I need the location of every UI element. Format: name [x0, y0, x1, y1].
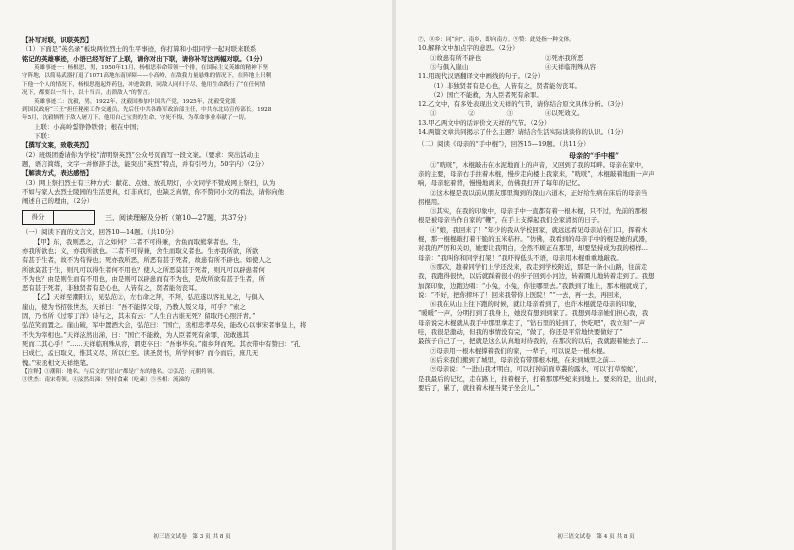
text-line: 加深印象，边跑边唱：“小兔，小兔，你往哪里去。”我跌到了地上，那木棍就成了，: [418, 281, 652, 290]
text-line: “暖暖”一声，分明打到了我身上，她没有想到到家了。我想到母亲她们担心我，我: [418, 309, 649, 318]
text-line: 亦我所欲也；义，亦我所欲也。二者不可得兼，舍生而取义者也。生亦我所欲，所欲: [22, 247, 259, 255]
page-footer: 初三语文试卷 第 3 页 共 8 页: [153, 534, 231, 540]
score-blank[interactable]: [54, 211, 94, 224]
text-line: 【注释】①潮阳：地名，与后文的“崖山”都是广东的地名。②弘范：元朝将领。: [22, 368, 218, 375]
text-line: 14.两篇文章共同揭示了什么主题？请结合生活实际谈谈你的认识。（1分）: [418, 128, 628, 137]
text-line: 所欲莫甚于生，则凡可以得生者何不用也？使人之所恶莫甚于死者，则凡可以辟患者何: [22, 265, 265, 274]
section-header: [22, 210, 374, 225]
page-3: [0, 0, 384, 550]
reading-2-heading: （二）阅读《母亲的“手中棍”》，回答15—19题。（共11分）: [418, 140, 590, 149]
text-line: 死而二其心乎！”……天祥临刑殊从容，谓吏卒曰：“吾事毕矣。”南乡拜而死。其衣带中有赞曰：“孔: [22, 339, 301, 348]
text-line: 到国民政府“三王”担任秘密工作交通员，先后任中共各路军政治部主任，中共东北局宣传部长。1928: [22, 106, 272, 113]
score-label: 得分: [23, 211, 54, 224]
text-line: 对我的严厉和关切，她要让我明白，全然不顾正在那里，却要坚持成为我的榜样…: [418, 244, 649, 253]
page-divider: [392, 0, 396, 550]
reading-passage-1: [22, 228, 374, 384]
text-line: 根是被母亲当作自家的“鞭”，在手上支撑起我们全家清贫的日子。: [418, 216, 604, 225]
text-line: （2）国亡不能救，为人臣者死有余罪。: [430, 90, 543, 99]
text-line: ①“咣咣”，木棍敲击在水泥地面上的声音，又回到了我的耳畔。母亲在家中，: [430, 160, 648, 169]
text-line: 弘范笑而置之。崖山破，军中置酒大会，弘范曰：“国亡，丞相忠孝尽矣，能改心以事宋者事皇上，将: [22, 321, 307, 330]
text-line: 下他一个人的情况下，杨根思抱起炸药包，冲进敌群，同敌人同归于尽，他用生命践行了“在任何情: [22, 81, 266, 88]
text-line: 最孩子自己了一，把就是这么认真地对待我的，在那次的以后，我就跟着她去了…: [418, 337, 649, 346]
text-line: 母亲说完木棍就从我手中那里拿走了，“钻石里的娃到了，快吃吧”，我立刻“一声: [418, 318, 646, 327]
text-line: 说：“不好，把你摔坏了！回来我带你上医院！”“一去，再一去，再回来，: [418, 290, 626, 299]
text-line: ⑦，⑧乡：同“向”。南乡，即向南方。⑨赞：此处指一种文体。: [418, 37, 575, 43]
text-line: ③与俱入崖山 ④天祥临刑殊从容: [430, 63, 597, 71]
section-title: 三、阅读理解及分析（第10—27题，共37分）: [105, 213, 251, 222]
text-line: ⑧后来我们搬到了城里，母亲没有带那根木棍，在来到城里之前…: [430, 355, 616, 364]
text-line: 拐棍用。: [418, 197, 444, 206]
text-line: 13.甲乙两文中的话评价文天祥的气节。（2分）: [418, 118, 551, 127]
text-line: 亲的主要，母亲右手拄着木棍，慢步走向楼上我家来，“咣咣”，木棍敲着地面一声声: [418, 169, 655, 178]
text-line: 我，我跑得很快，以后就踩着很小的步子回到小河边，转着圈儿地转着走到了。我想: [418, 272, 655, 281]
text-line: 哇，我很是激动，但我的事情没有完，“做了，你还是平常地快要做好了”: [418, 328, 623, 337]
text-line: 英雄事迹二：沈毅，男，1922年，沈毅国参加中国共产党，1925年，沈毅受党派: [34, 98, 236, 105]
text-line: 守阵地，以简易武器打退了1071高地东南屏障——小高岭，在敌我力量悬殊的情况下，在阵地上只剩: [22, 73, 272, 80]
text-line: ① ② ③ ④以死效义。: [430, 109, 584, 118]
text-line: 不失为宰相也。”天祥泫然出涕，曰：“国亡不能救，为人臣者死有余罪，况敢逃其: [22, 330, 250, 339]
score-box: [22, 210, 95, 225]
text-line: 下联：: [34, 132, 54, 141]
text-line: 母亲：“我叫你和同学打架！”我吓得低头不语，母亲用木棍重重地敲我。: [418, 253, 623, 262]
text-line: ⑤那次，趁着同学们上学还没来，我走到学校附近，那是一条小山路，往前走: [430, 262, 648, 271]
text-line: 题，语言简练，文字一并修辞手法，能突出“英烈”特点，并有引号力，50字内）（2分）: [22, 159, 268, 168]
text-line: 棍，那一棍棍敲打着干脆的玉米秸秆。“仿佛，我看到的母亲手中的棍是她的武器，: [418, 235, 652, 244]
text-line: 不为也？由是则生而有不用也，由是则可以辟患而有不为也，是故所欲有甚于生者，所: [22, 274, 265, 283]
text-line: 12.乙文中，有多处表现出文天祥的气节，请你结合原文具体分析。（3分）: [418, 100, 628, 109]
text-line: ①故患有所不辟也 ②死亦我所恶: [430, 53, 584, 62]
text-line: 崖山，使为书招张世杰，天祥曰：“吾不能捍父母，乃教人叛父母，可乎？”索之: [22, 302, 246, 311]
text-line: ③世杰：南宋将领。④泫然出涕：坚持食素（吃素）⑤丞相：流涕的: [22, 377, 190, 384]
text-line: （1）非独贤者有是心也，人皆有之，贤者能勿丧耳。: [430, 81, 582, 90]
text-line: 【解读方式，表达感悟】: [22, 169, 93, 178]
text-line: 愧。”宋丞相文天祥绝笔。: [22, 358, 93, 367]
text-line: 是我最后的记忆，走在路上，拄着棍子，打着那那些蛇来到地上。要来的是，出山时，: [418, 374, 661, 383]
article-body: [418, 161, 770, 393]
text-line: （2）班级团委请你为学校“清明祭英烈”公众号页面写一段文案。（要求：突出活动主: [22, 150, 260, 159]
text-line: 年5月，沈毅牺牲于敌人屠刀下，他用自己宝贵的生命，守死不悔，为革命事业奉献了一切。: [22, 115, 250, 122]
text-line: 【补写对联，识联英烈】: [22, 36, 93, 44]
text-line: 况下，都要以一当十，以十当百，击溃敌人”的誓言。: [22, 90, 154, 97]
text-line: （一）阅读下面的文言文，回答10—14题。（共10分）: [22, 228, 178, 237]
left-text-block: [22, 36, 374, 206]
text-line: 有甚于生者，故不为苟得也；死亦我所恶，所恶有甚于死者，故患有所不辟也。如使人之: [22, 256, 272, 265]
text-line: 11.用现代汉语翻译文中画线的句子。（2分）: [418, 72, 545, 81]
text-line: 英雄事迹一：杨根思，男，1950年11月，杨根思奉命带领一个排，在国际主义英雄的精神下坚: [34, 64, 268, 71]
text-line: 上联：小高岭誓铮铮铁骨；根在中国；: [34, 122, 143, 131]
text-line: 阐述自己的理由，（2分）: [22, 197, 94, 206]
text-line: ③其实，在我的印象中，母亲手中一直都有着一根木棍，只不过，先前的那根: [430, 207, 648, 216]
text-line: 曰成仁，孟曰取义，惟其义尽，所以仁至。读圣贤书，所学何事？而今而后，庶几无: [22, 349, 259, 358]
text-line: ④“娘，我回来了！”年少的我从学校回家，就远远看见母亲站在门口，挥着木: [430, 225, 648, 234]
text-line: 10.解释文中加点字的意思。（2分）: [418, 44, 519, 53]
text-line: 恶有甚于死者，非独贤者有是心也，人皆有之，贤者能勿丧耳。: [22, 284, 201, 293]
page-4: [404, 0, 788, 550]
questions-block: [418, 36, 770, 137]
text-line: ⑥我在从山上往下跑的时候，就让母亲看到了，也许木棍就是母亲的印象，: [430, 300, 641, 309]
text-line: 【乙】天祥至潮阳①，见弘范②，左右命之拜，不拜，弘范遂以客礼见之，与俱入: [34, 293, 265, 302]
text-line: 不如与家人去烈士陵园的生活更真，灯非真灯，也缺乏真情，你不赞同小文的看法，请你向他: [22, 187, 285, 196]
text-line: 【甲】东，我则恶之，言之如何？二者不可得兼，舍鱼而取熊掌者也。生，: [34, 237, 245, 246]
page-footer: 初三语文试卷 第 4 页 共 8 页: [557, 534, 635, 540]
text-line: ②这木棍是我以前从朋友那里淘到的深山六道木，正好给生病在床后的母亲当: [430, 188, 648, 197]
text-line: 铭记的英雄事迹，小语已经写好了上联，请你对出下联，请你补写这两幅对联。（1分）: [22, 54, 267, 63]
text-line: ⑦母亲用一根木棍撑着我们的家，一辈子，可以说是一根木棍。: [430, 346, 609, 355]
text-line: 要后了，累了，就拄着木棍当凳子坐会儿。”: [418, 383, 540, 392]
text-line: 【撰写文案，致敬英烈】: [22, 141, 93, 150]
text-line: 响，母亲驼着背，慢慢地离来，仿佛我打开了每年的记忆。: [418, 179, 585, 188]
text-line: （1）下面是“英名录”板块两位烈士的生平事迹，你打算和小组同学一起对联来联系: [22, 45, 257, 54]
text-line: 固，乃书所《过零丁洋》诗与之，其末有云：“人生自古谁无死？留取丹心照汗青。”: [22, 312, 256, 321]
text-line: ⑨母亲说：“一进山我才明白，可以打掉前面草叢的露水，可以‘打草惊蛇’，: [430, 365, 642, 374]
article-title: 母亲的“手中棍”: [568, 150, 620, 160]
text-line: （3）网上祭扫烈士有三种方式：献花、点烛、放孔明灯，小文同学不赞成网上祭扫，认为: [22, 178, 276, 187]
